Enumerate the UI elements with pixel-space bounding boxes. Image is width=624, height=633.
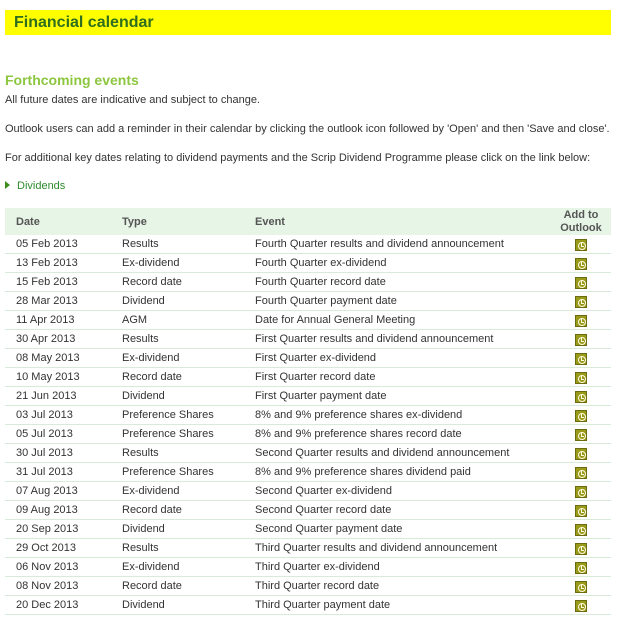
row-type: Ex-dividend bbox=[122, 485, 180, 497]
row-type: Dividend bbox=[122, 295, 165, 307]
row-date: 06 Nov 2013 bbox=[16, 561, 79, 573]
row-date: 20 Dec 2013 bbox=[16, 599, 79, 611]
outlook-calendar-icon[interactable] bbox=[575, 600, 587, 612]
outlook-calendar-icon[interactable] bbox=[575, 334, 587, 346]
table-row bbox=[5, 387, 611, 406]
row-event: 8% and 9% preference shares ex-dividend bbox=[255, 409, 463, 421]
row-date: 10 May 2013 bbox=[16, 371, 80, 383]
row-date: 03 Jul 2013 bbox=[16, 409, 73, 421]
table-row bbox=[5, 254, 611, 273]
row-type: Preference Shares bbox=[122, 428, 214, 440]
events-table bbox=[5, 208, 611, 615]
dividends-link-label: Dividends bbox=[17, 180, 66, 192]
header-type: Type bbox=[122, 216, 147, 228]
outlook-calendar-icon[interactable] bbox=[575, 315, 587, 327]
row-date: 28 Mar 2013 bbox=[16, 295, 78, 307]
table-row bbox=[5, 311, 611, 330]
header-date: Date bbox=[16, 216, 40, 228]
row-event: Fourth Quarter record date bbox=[255, 276, 386, 288]
outlook-calendar-icon[interactable] bbox=[575, 353, 587, 365]
outlook-calendar-icon[interactable] bbox=[575, 239, 587, 251]
row-date: 30 Apr 2013 bbox=[16, 333, 76, 345]
row-type: Results bbox=[122, 447, 159, 459]
table-row bbox=[5, 444, 611, 463]
table-row bbox=[5, 596, 611, 615]
row-date: 09 Aug 2013 bbox=[16, 504, 78, 516]
row-event: Fourth Quarter results and dividend announcement bbox=[255, 238, 504, 250]
table-row bbox=[5, 368, 611, 387]
table-row bbox=[5, 273, 611, 292]
table-row bbox=[5, 292, 611, 311]
row-date: 05 Jul 2013 bbox=[16, 428, 73, 440]
row-date: 05 Feb 2013 bbox=[16, 238, 78, 250]
header-event: Event bbox=[255, 216, 285, 228]
row-date: 08 Nov 2013 bbox=[16, 580, 79, 592]
row-type: Results bbox=[122, 333, 159, 345]
outlook-calendar-icon[interactable] bbox=[575, 258, 587, 270]
header-outlook: Add to Outlook bbox=[560, 209, 602, 234]
dividends-link[interactable] bbox=[5, 180, 65, 192]
outlook-calendar-icon[interactable] bbox=[575, 467, 587, 479]
outlook-calendar-icon[interactable] bbox=[575, 581, 587, 593]
table-row bbox=[5, 520, 611, 539]
row-event: First Quarter results and dividend announcement bbox=[255, 333, 494, 345]
row-event: Second Quarter payment date bbox=[255, 523, 403, 535]
outlook-calendar-icon[interactable] bbox=[575, 543, 587, 555]
triangle-right-icon bbox=[5, 181, 10, 189]
row-type: Ex-dividend bbox=[122, 561, 180, 573]
row-event: Third Quarter record date bbox=[255, 580, 380, 592]
row-type: Record date bbox=[122, 504, 182, 516]
disclaimer-text: All future dates are indicative and subject to change. bbox=[5, 94, 260, 106]
row-type: Record date bbox=[122, 276, 182, 288]
table-row bbox=[5, 463, 611, 482]
row-date: 29 Oct 2013 bbox=[16, 542, 76, 554]
row-event: Third Quarter ex-dividend bbox=[255, 561, 380, 573]
outlook-calendar-icon[interactable] bbox=[575, 410, 587, 422]
page-title: Financial calendar bbox=[5, 10, 611, 35]
row-event: Fourth Quarter payment date bbox=[255, 295, 397, 307]
table-row bbox=[5, 235, 611, 254]
row-event: Third Quarter results and dividend announcement bbox=[255, 542, 498, 554]
row-event: First Quarter ex-dividend bbox=[255, 352, 377, 364]
row-event: Date for Annual General Meeting bbox=[255, 314, 416, 326]
outlook-calendar-icon[interactable] bbox=[575, 372, 587, 384]
row-date: 11 Apr 2013 bbox=[16, 314, 75, 326]
row-type: Preference Shares bbox=[122, 466, 214, 478]
row-event: Fourth Quarter ex-dividend bbox=[255, 257, 387, 269]
row-type: Dividend bbox=[122, 599, 165, 611]
outlook-calendar-icon[interactable] bbox=[575, 524, 587, 536]
row-date: 30 Jul 2013 bbox=[16, 447, 73, 459]
row-type: Preference Shares bbox=[122, 409, 214, 421]
row-date: 20 Sep 2013 bbox=[16, 523, 79, 535]
row-type: Results bbox=[122, 238, 159, 250]
row-date: 07 Aug 2013 bbox=[16, 485, 78, 497]
row-event: First Quarter record date bbox=[255, 371, 376, 383]
outlook-calendar-icon[interactable] bbox=[575, 448, 587, 460]
row-date: 15 Feb 2013 bbox=[16, 276, 78, 288]
table-row bbox=[5, 349, 611, 368]
row-event: Third Quarter payment date bbox=[255, 599, 391, 611]
row-event: Second Quarter ex-dividend bbox=[255, 485, 392, 497]
table-row bbox=[5, 558, 611, 577]
row-event: First Quarter payment date bbox=[255, 390, 387, 402]
table-row bbox=[5, 330, 611, 349]
outlook-help-text: Outlook users can add a reminder in their calendar by clicking the outlook icon followed by 'Open' and then 'Save and close'. bbox=[5, 123, 610, 135]
row-type: Record date bbox=[122, 580, 182, 592]
row-type: Dividend bbox=[122, 390, 165, 402]
row-type: Dividend bbox=[122, 523, 165, 535]
dividend-help-text: For additional key dates relating to dividend payments and the Scrip Dividend Programme please click on the link below: bbox=[5, 152, 591, 164]
row-type: AGM bbox=[122, 314, 148, 326]
section-title: Forthcoming events bbox=[5, 72, 139, 88]
row-event: Second Quarter results and dividend announcement bbox=[255, 447, 510, 459]
table-header bbox=[5, 208, 611, 235]
outlook-calendar-icon[interactable] bbox=[575, 296, 587, 308]
table-body bbox=[5, 235, 611, 615]
outlook-calendar-icon[interactable] bbox=[575, 505, 587, 517]
table-row bbox=[5, 577, 611, 596]
row-type: Record date bbox=[122, 371, 182, 383]
row-date: 31 Jul 2013 bbox=[16, 466, 73, 478]
table-row bbox=[5, 482, 611, 501]
outlook-calendar-icon[interactable] bbox=[575, 391, 587, 403]
row-type: Results bbox=[122, 542, 159, 554]
row-date: 08 May 2013 bbox=[16, 352, 80, 364]
row-type: Ex-dividend bbox=[122, 352, 180, 364]
row-event: 8% and 9% preference shares dividend paid bbox=[255, 466, 471, 478]
row-date: 13 Feb 2013 bbox=[16, 257, 78, 269]
table-row bbox=[5, 539, 611, 558]
row-type: Ex-dividend bbox=[122, 257, 180, 269]
outlook-calendar-icon[interactable] bbox=[575, 486, 587, 498]
outlook-calendar-icon[interactable] bbox=[575, 562, 587, 574]
table-row bbox=[5, 501, 611, 520]
table-row bbox=[5, 425, 611, 444]
row-date: 21 Jun 2013 bbox=[16, 390, 77, 402]
row-event: 8% and 9% preference shares record date bbox=[255, 428, 462, 440]
table-row bbox=[5, 406, 611, 425]
outlook-calendar-icon[interactable] bbox=[575, 277, 587, 289]
outlook-calendar-icon[interactable] bbox=[575, 429, 587, 441]
row-event: Second Quarter record date bbox=[255, 504, 392, 516]
